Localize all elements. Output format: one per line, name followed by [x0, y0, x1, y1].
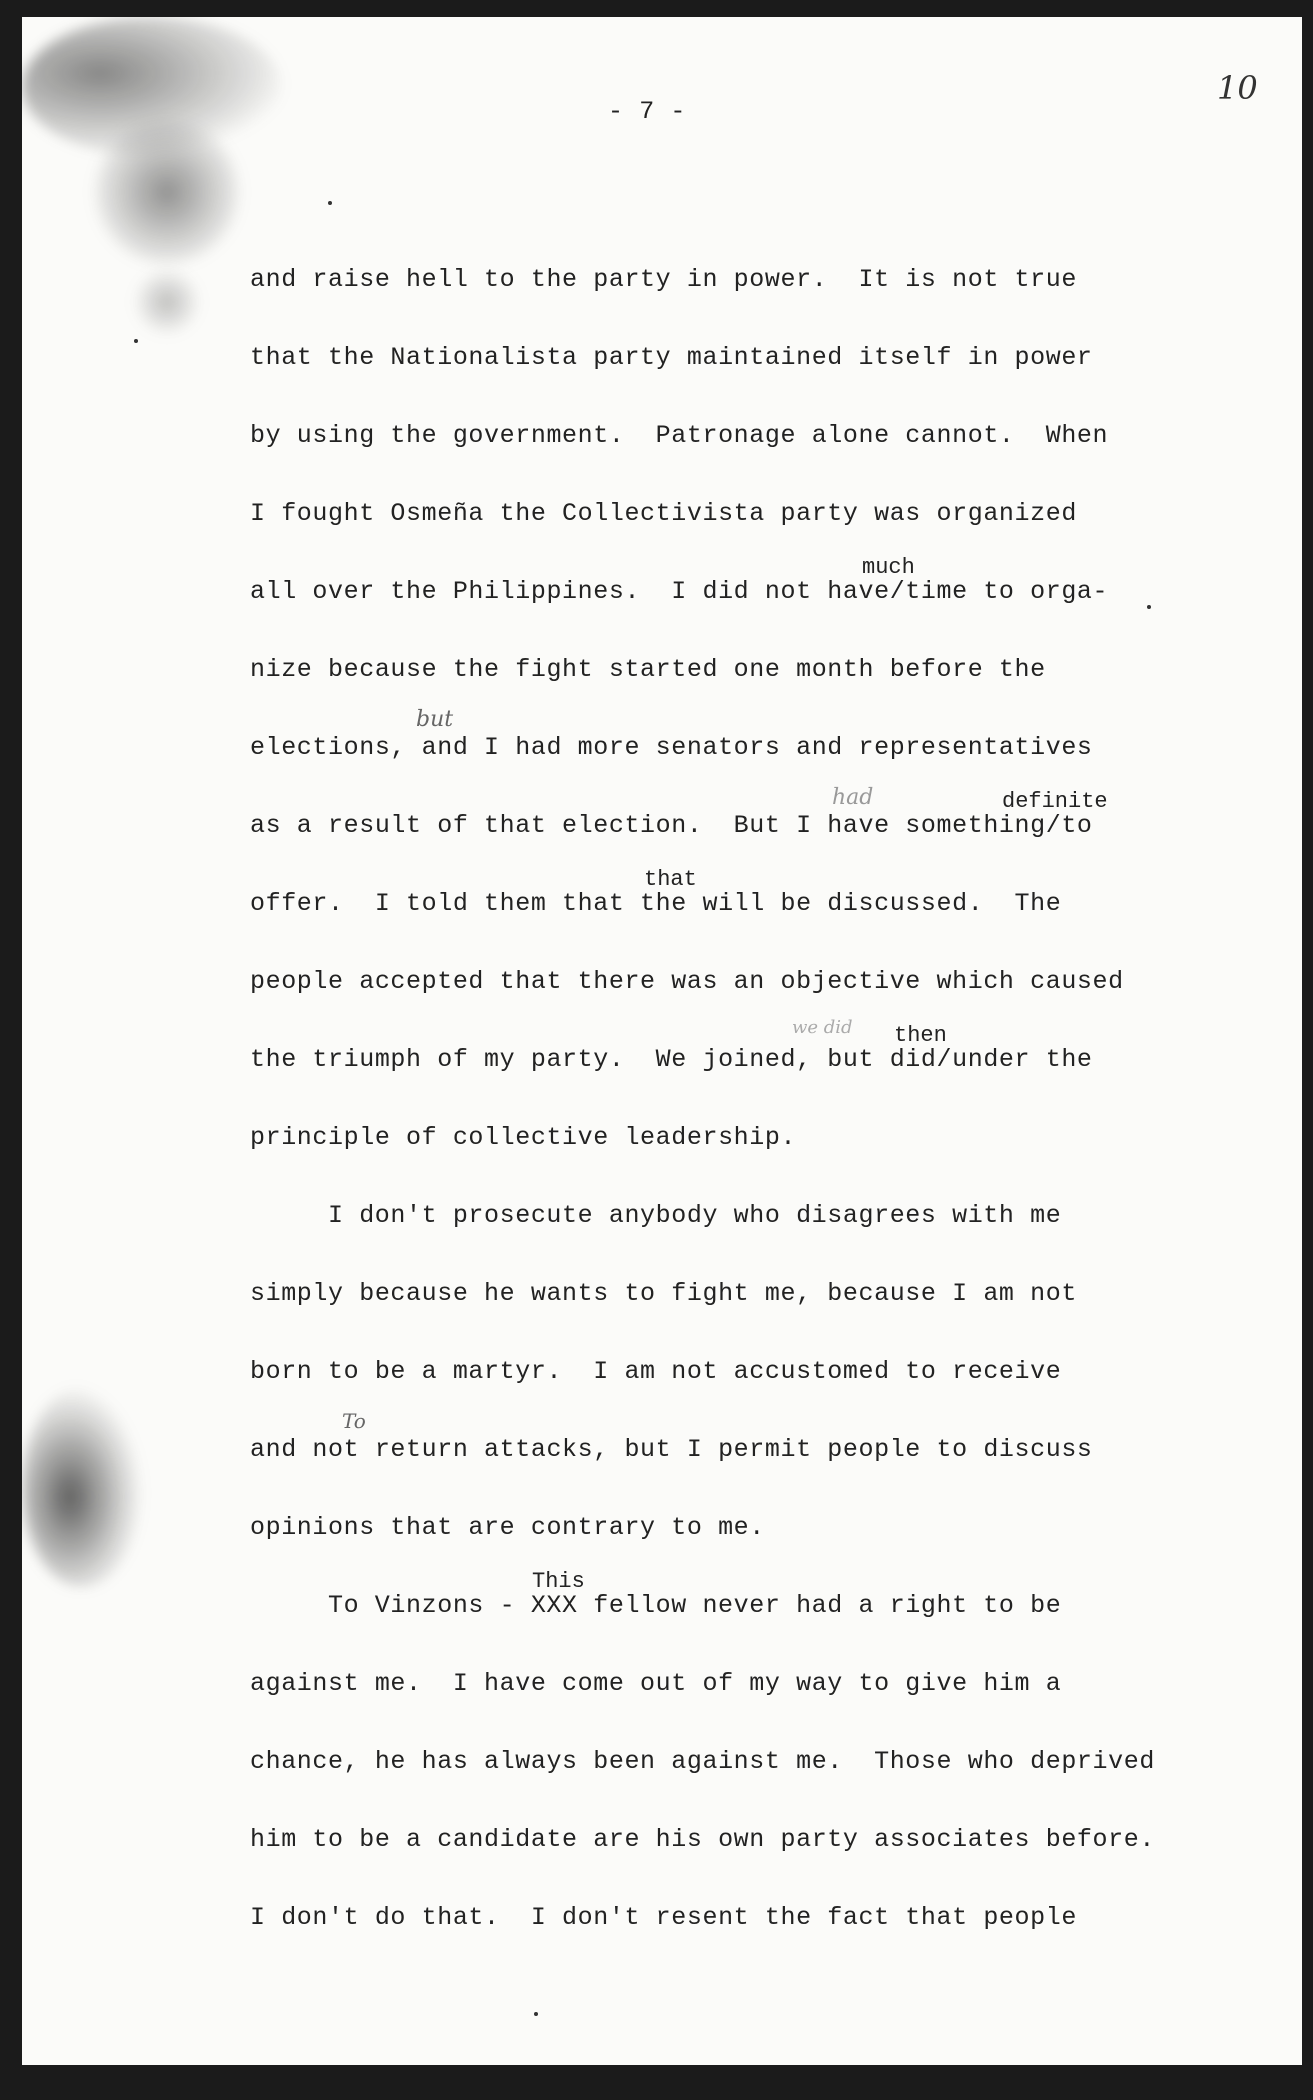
text-line: people accepted that there was an objective which caused: [250, 967, 1124, 996]
insertion-this: This: [532, 1569, 585, 1594]
speck: [1147, 605, 1151, 609]
speck: [534, 2012, 538, 2016]
text-line: opinions that are contrary to me.: [250, 1513, 765, 1542]
handwritten-we-did: we did: [792, 1017, 853, 1038]
page-number: - 7 -: [608, 97, 687, 126]
archive-number: 10: [1217, 69, 1258, 107]
ink-stain-mid-left: [22, 1387, 142, 1587]
text-line: the triumph of my party. We joined, but did/under the: [250, 1045, 1093, 1074]
text-line: and raise hell to the party in power. It is not true: [250, 265, 1077, 294]
ink-stain-small-left: [132, 267, 202, 337]
text-line: I fought Osmeña the Collectivista party was organized: [250, 499, 1077, 528]
handwritten-but: but: [416, 707, 454, 732]
text-line: principle of collective leadership.: [250, 1123, 797, 1152]
text-line: by using the government. Patronage alone cannot. When: [250, 421, 1109, 450]
handwritten-had: had: [832, 785, 874, 810]
handwritten-to: To: [342, 1409, 366, 1433]
text-line: simply because he wants to fight me, because I am not: [250, 1279, 1077, 1308]
text-line: I don't do that. I don't resent the fact that people: [250, 1903, 1077, 1932]
text-line: offer. I told them that the will be discussed. The: [250, 889, 1062, 918]
document-page: [22, 17, 1302, 2065]
text-line: and not return attacks, but I permit people to discuss: [250, 1435, 1093, 1464]
insertion-then: then: [894, 1023, 947, 1048]
text-line: against me. I have come out of my way to give him a: [250, 1669, 1062, 1698]
insertion-much: much: [862, 555, 915, 580]
text-line: that the Nationalista party maintained itself in power: [250, 343, 1093, 372]
text-line: chance, he has always been against me. Those who deprived: [250, 1747, 1155, 1776]
text-line: born to be a martyr. I am not accustomed to receive: [250, 1357, 1062, 1386]
insertion-definite: definite: [1002, 789, 1108, 814]
text-line: all over the Philippines. I did not have/time to orga-: [250, 577, 1109, 606]
speck: [134, 339, 138, 343]
text-line: as a result of that election. But I have something/to: [250, 811, 1093, 840]
text-line: To Vinzons - XXX fellow never had a right to be: [328, 1591, 1062, 1620]
text-line: I don't prosecute anybody who disagrees with me: [328, 1201, 1062, 1230]
insertion-that: that: [644, 867, 697, 892]
text-line: him to be a candidate are his own party associates before.: [250, 1825, 1155, 1854]
text-line: nize because the fight started one month before the: [250, 655, 1046, 684]
text-line: elections, and I had more senators and representatives: [250, 733, 1093, 762]
speck: [328, 201, 332, 205]
ink-stain-upper-left: [92, 117, 242, 267]
